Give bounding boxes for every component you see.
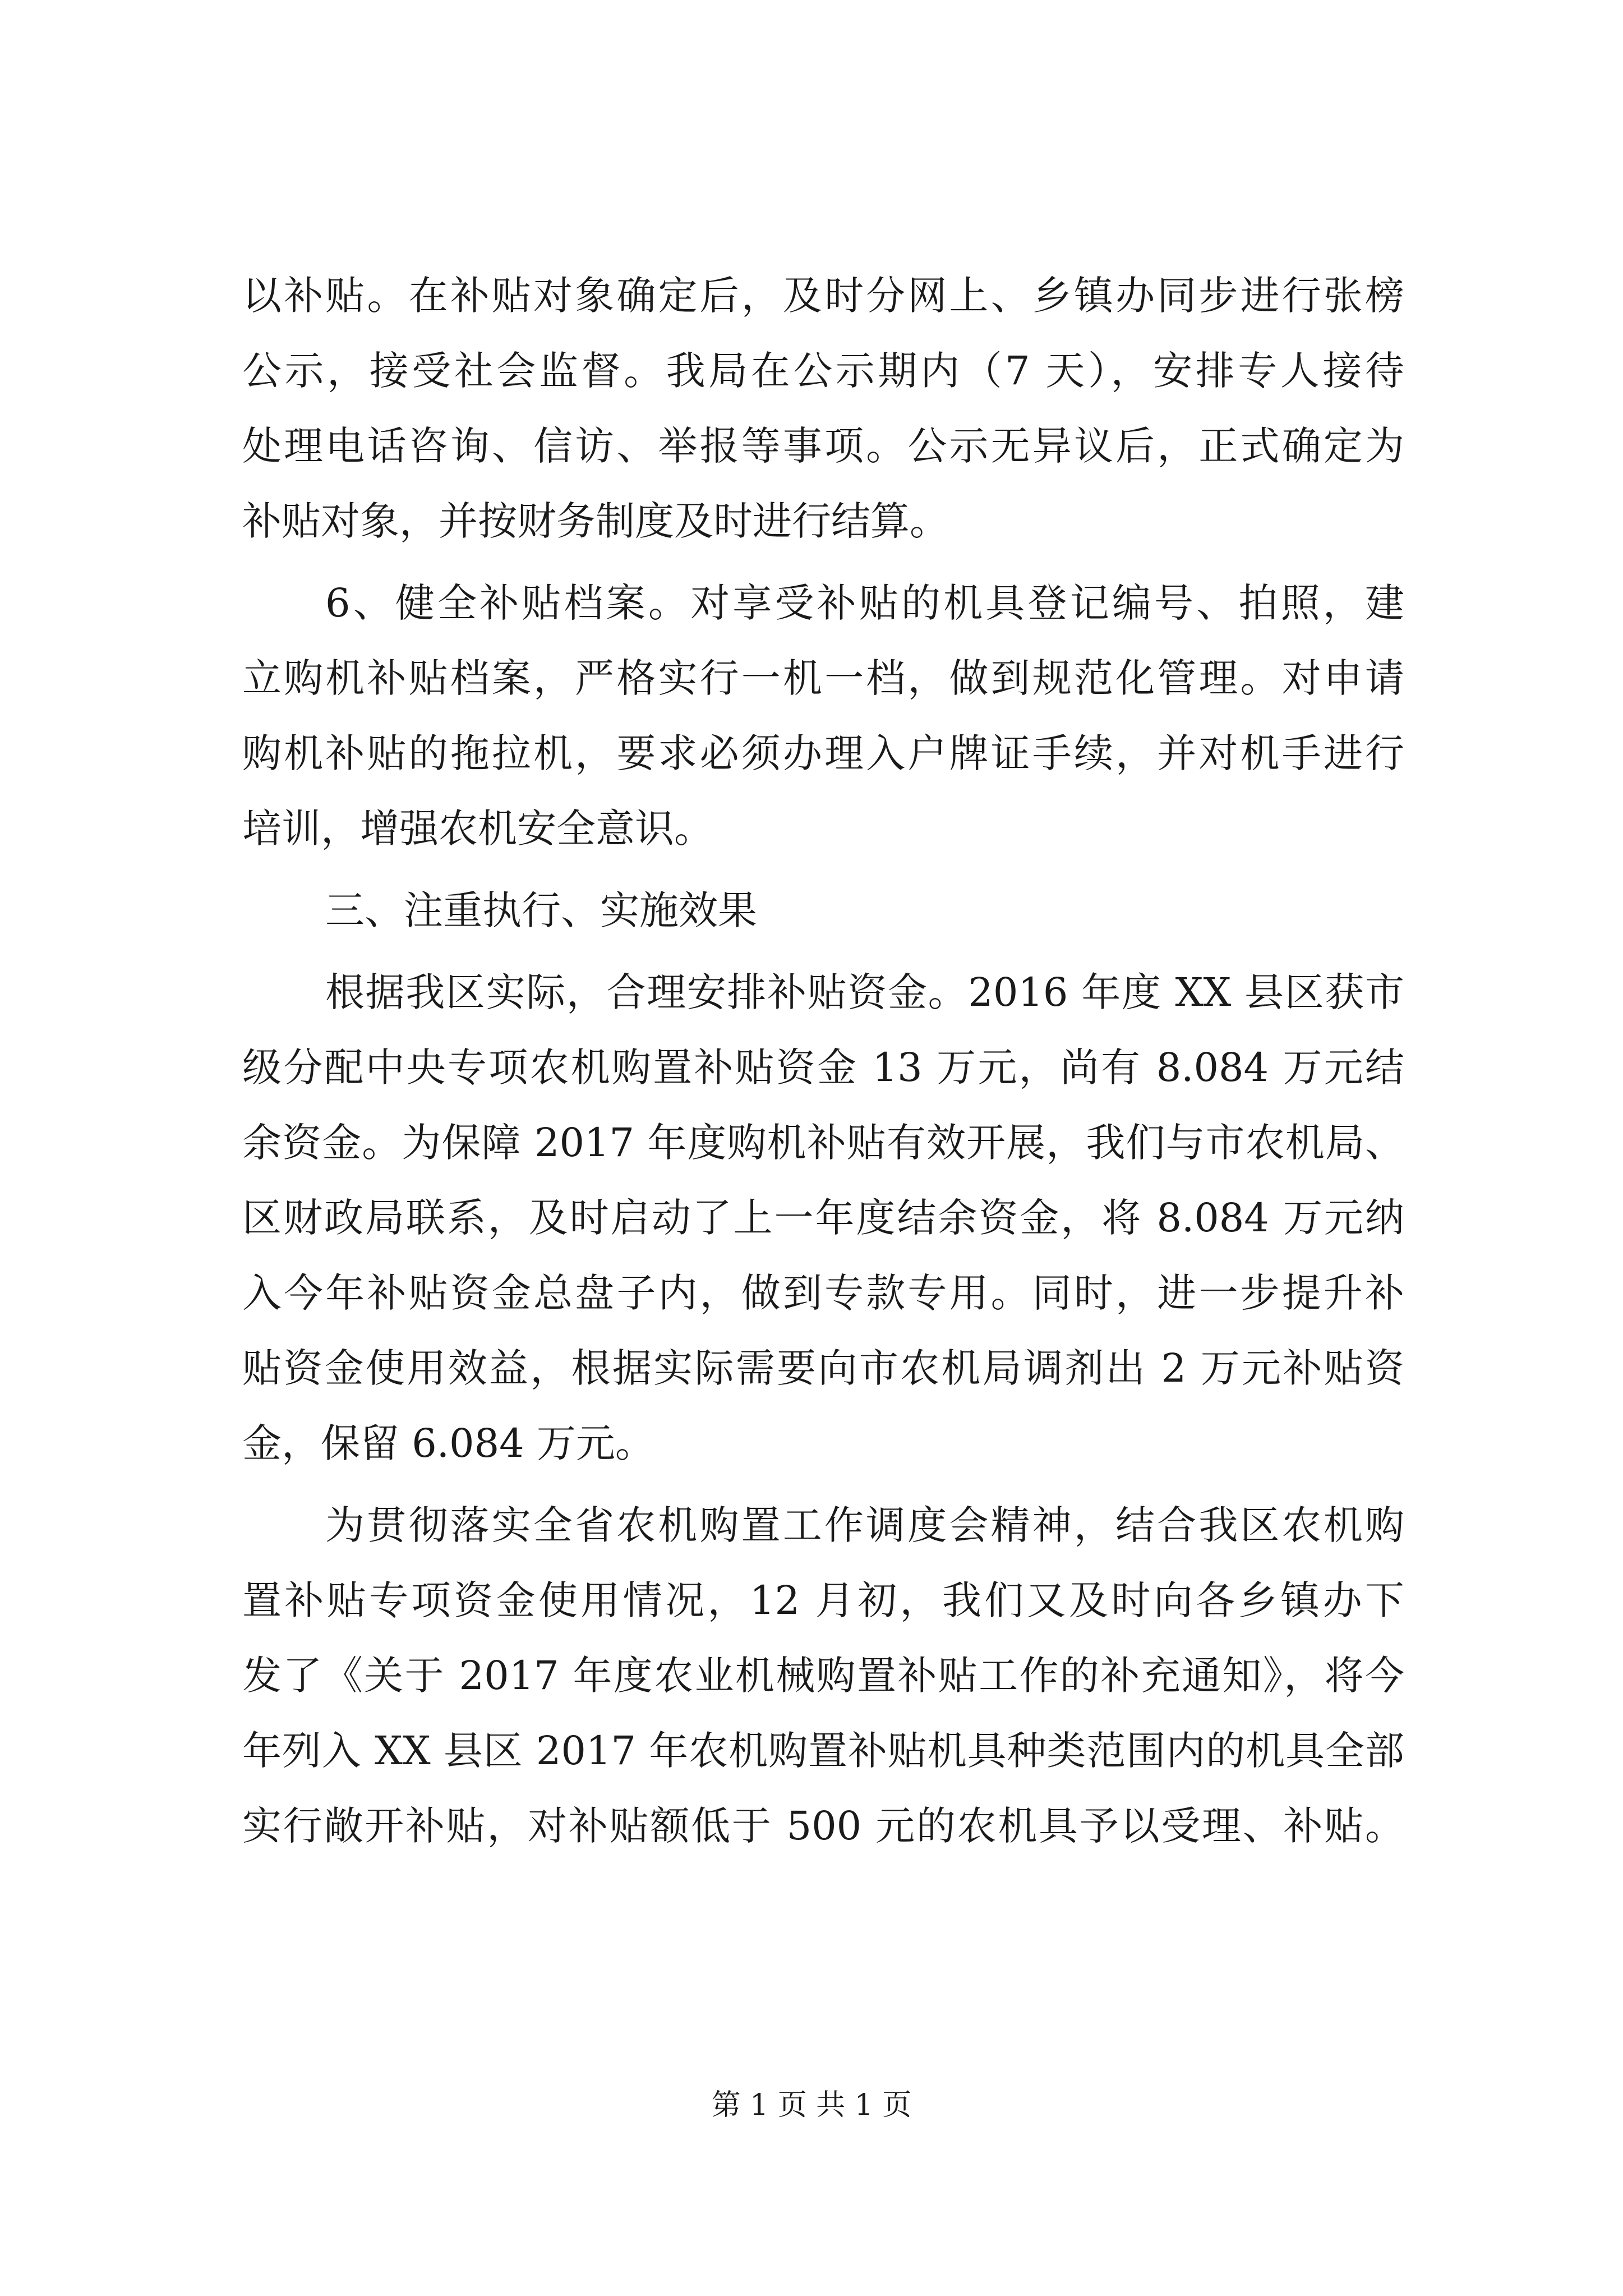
- text-line: 实行敞开补贴，对补贴额低于 500 元的农机具予以受理、补贴。: [242, 1803, 1404, 1849]
- document-body: [242, 258, 1404, 1864]
- text-line: 公示，接受社会监督。我局在公示期内（7 天），安排专人接待: [242, 348, 1404, 394]
- paragraph-archive: [242, 565, 1404, 866]
- section-heading-text: 三、注重执行、实施效果: [325, 887, 757, 933]
- text-line: 发了《关于 2017 年度农业机械购置补贴工作的补充通知》，将今: [242, 1653, 1404, 1699]
- text-line: 购机补贴的拖拉机，要求必须办理入户牌证手续，并对机手进行: [242, 730, 1404, 776]
- text-line: 入今年补贴资金总盘子内，做到专款专用。同时，进一步提升补: [242, 1270, 1404, 1316]
- page-number-label: 第 1 页 共 1 页: [711, 2088, 912, 2122]
- paragraph-funds: [242, 955, 1404, 1481]
- text-line: 金，保留 6.084 万元。: [242, 1420, 654, 1466]
- text-line: 根据我区实际，合理安排补贴资金。2016 年度 XX 县区获市: [325, 969, 1404, 1015]
- text-line: 培训，增强农机安全意识。: [242, 806, 713, 852]
- text-line: 年列入 XX 县区 2017 年农机购置补贴机具种类范围内的机具全部: [242, 1728, 1404, 1774]
- page-footer: [0, 2086, 1623, 2125]
- section-heading: [242, 873, 1404, 948]
- text-line: 余资金。为保障 2017 年度购机补贴有效开展，我们与市农机局、: [242, 1120, 1404, 1166]
- paragraph-continued: [242, 258, 1404, 559]
- text-line: 为贯彻落实全省农机购置工作调度会精神，结合我区农机购: [325, 1502, 1404, 1548]
- text-line: 以补贴。在补贴对象确定后，及时分网上、乡镇办同步进行张榜: [242, 273, 1404, 319]
- text-line: 级分配中央专项农机购置补贴资金 13 万元，尚有 8.084 万元结: [242, 1045, 1404, 1091]
- text-line: 区财政局联系，及时启动了上一年度结余资金，将 8.084 万元纳: [242, 1195, 1404, 1241]
- text-line: 置补贴专项资金使用情况，12 月初，我们又及时向各乡镇办下: [242, 1577, 1404, 1623]
- text-line: 立购机补贴档案，严格实行一机一档，做到规范化管理。对申请: [242, 655, 1404, 701]
- paragraph-notice: [242, 1488, 1404, 1864]
- text-line: 处理电话咨询、信访、举报等事项。公示无异议后，正式确定为: [242, 423, 1404, 469]
- text-line: 补贴对象，并按财务制度及时进行结算。: [242, 498, 949, 544]
- text-line: 贴资金使用效益，根据实际需要向市农机局调剂出 2 万元补贴资: [242, 1345, 1404, 1391]
- text-line: 6、健全补贴档案。对享受补贴的机具登记编号、拍照，建: [325, 580, 1404, 626]
